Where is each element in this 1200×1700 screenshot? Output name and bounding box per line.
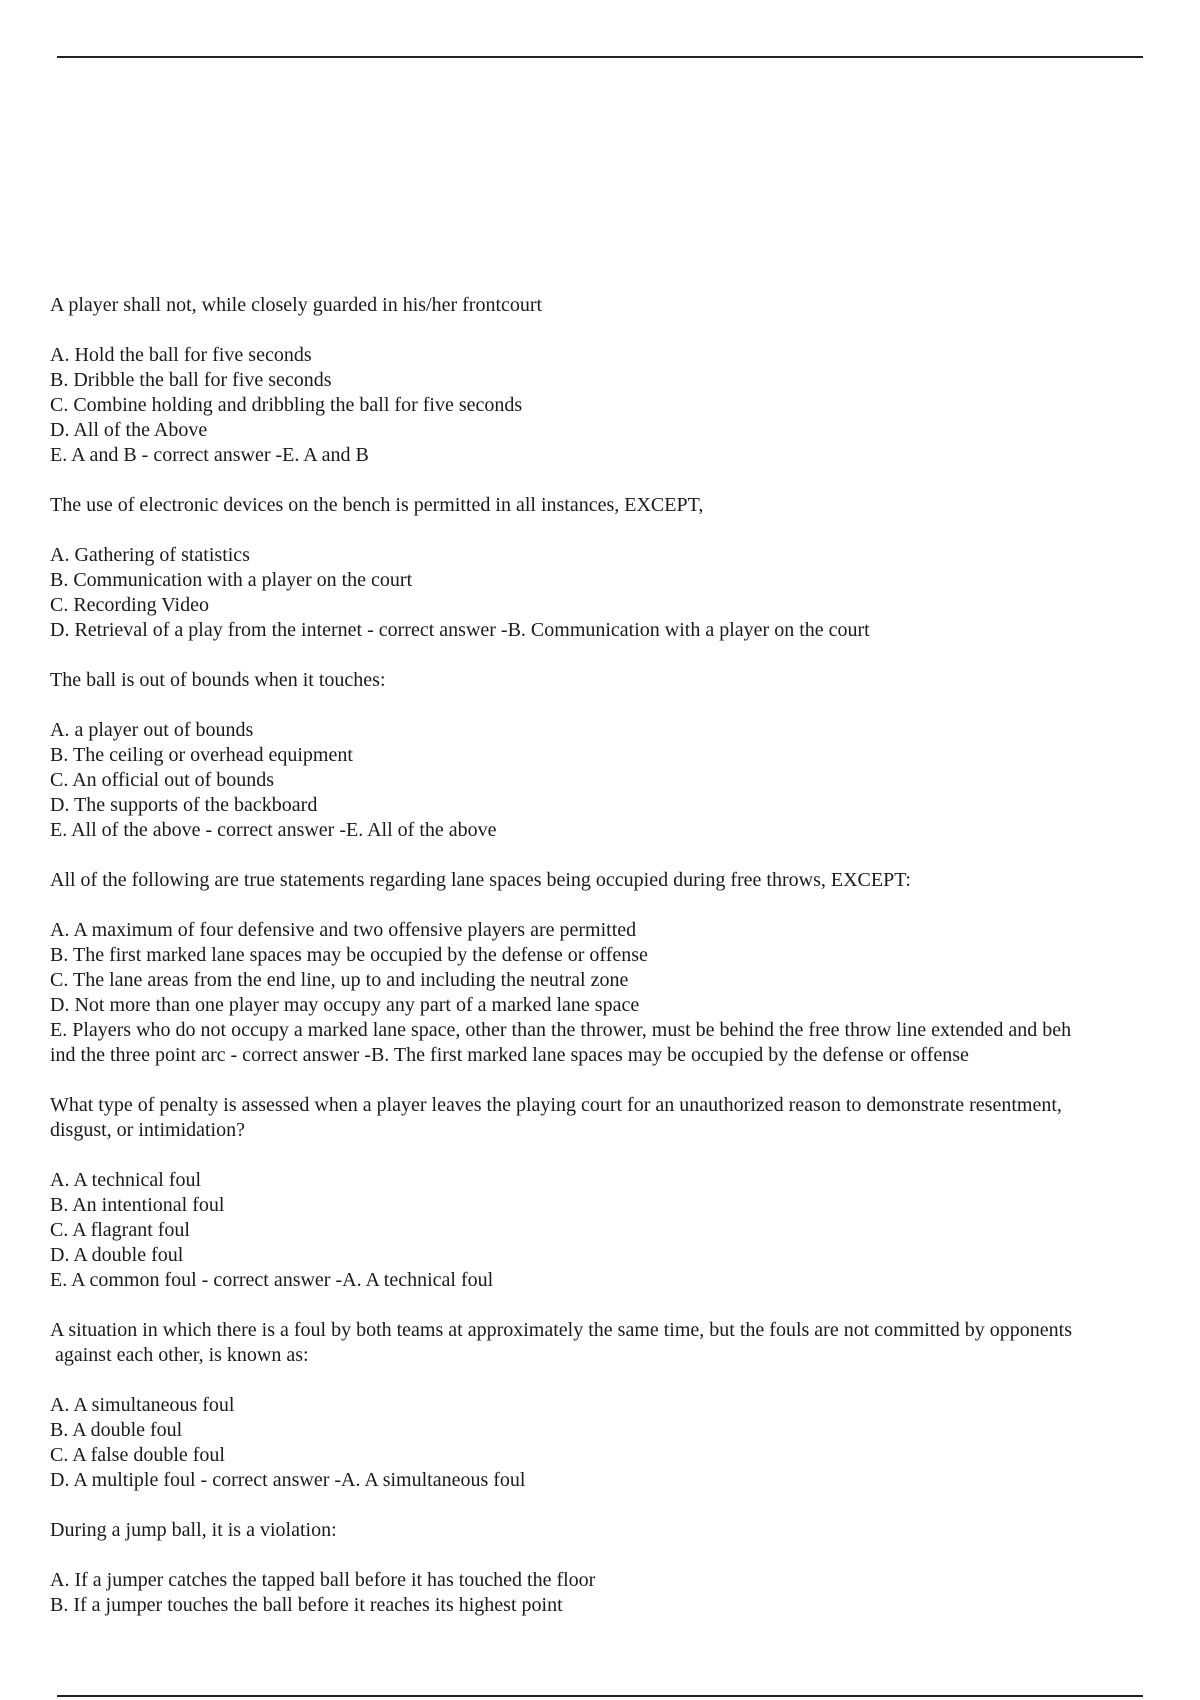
question-text: A situation in which there is a foul by both teams at approximately the same time, but the fouls are not committed by opponents against each other, is known as: xyxy=(50,1319,1073,1366)
answer-option: A. A simultaneous foul xyxy=(50,1394,235,1416)
answer-option: C. Combine holding and dribbling the ball for five seconds xyxy=(50,394,523,416)
answer-option: C. A false double foul xyxy=(50,1444,225,1466)
answer-option: A. A maximum of four defensive and two offensive players are permitted xyxy=(50,919,637,941)
answer-option: B. An intentional foul xyxy=(50,1194,225,1216)
answer-option: A. Hold the ball for five seconds xyxy=(50,344,312,366)
answer-option: D. A double foul xyxy=(50,1244,184,1266)
answer-options xyxy=(50,1168,1175,1293)
answer-option: B. The ceiling or overhead equipment xyxy=(50,744,353,766)
answer-option: B. If a jumper touches the ball before it reaches its highest point xyxy=(50,1594,563,1616)
answer-option: B. Communication with a player on the court xyxy=(50,569,413,591)
answer-option: A. A technical foul xyxy=(50,1169,202,1191)
question-block xyxy=(50,668,1175,843)
question-text: The use of electronic devices on the bench is permitted in all instances, EXCEPT, xyxy=(50,494,704,516)
document-body xyxy=(50,293,1175,1618)
answer-options xyxy=(50,1393,1175,1493)
question-text: What type of penalty is assessed when a player leaves the playing court for an unauthorized reason to demonstrate resentment, disgust, or intimidation? xyxy=(50,1094,1062,1141)
answer-options xyxy=(50,918,1175,1068)
question-block xyxy=(50,293,1175,468)
answer-option: C. An official out of bounds xyxy=(50,769,275,791)
answer-option: D. Retrieval of a play from the internet - correct answer -B. Communication with a player on the court xyxy=(50,619,870,641)
answer-option: B. Dribble the ball for five seconds xyxy=(50,369,332,391)
question-text: During a jump ball, it is a violation: xyxy=(50,1519,337,1541)
answer-option: E. Players who do not occupy a marked lane space, other than the thrower, must be behind the free throw line extended and beh ind the three point arc - correct answer -B. The first marked lane spaces may be occupied by the defense or offense xyxy=(50,1019,1072,1066)
answer-option: B. A double foul xyxy=(50,1419,183,1441)
answer-option: C. A flagrant foul xyxy=(50,1219,190,1241)
question-text: A player shall not, while closely guarded in his/her frontcourt xyxy=(50,294,543,316)
question-block xyxy=(50,868,1175,1068)
answer-option: D. All of the Above xyxy=(50,419,208,441)
answer-options xyxy=(50,1568,1175,1618)
question-block xyxy=(50,1318,1175,1493)
footer-rule xyxy=(57,1695,1143,1697)
question-block xyxy=(50,1093,1175,1293)
answer-option: B. The first marked lane spaces may be occupied by the defense or offense xyxy=(50,944,648,966)
question-block xyxy=(50,1518,1175,1618)
answer-options xyxy=(50,718,1175,843)
answer-option: E. A common foul - correct answer -A. A technical foul xyxy=(50,1269,494,1291)
question-text: The ball is out of bounds when it touches: xyxy=(50,669,386,691)
answer-option: E. A and B - correct answer -E. A and B xyxy=(50,444,369,466)
question-text: All of the following are true statements regarding lane spaces being occupied during free throws, EXCEPT: xyxy=(50,869,911,891)
answer-option: A. Gathering of statistics xyxy=(50,544,250,566)
answer-option: D. A multiple foul - correct answer -A. A simultaneous foul xyxy=(50,1469,526,1491)
answer-option: A. a player out of bounds xyxy=(50,719,254,741)
answer-option: D. Not more than one player may occupy any part of a marked lane space xyxy=(50,994,640,1016)
answer-option: C. The lane areas from the end line, up to and including the neutral zone xyxy=(50,969,629,991)
answer-option: C. Recording Video xyxy=(50,594,209,616)
header-rule xyxy=(57,56,1143,58)
answer-option: D. The supports of the backboard xyxy=(50,794,318,816)
answer-options xyxy=(50,343,1175,468)
answer-options xyxy=(50,543,1175,643)
answer-option: A. If a jumper catches the tapped ball before it has touched the floor xyxy=(50,1569,596,1591)
answer-option: E. All of the above - correct answer -E. All of the above xyxy=(50,819,497,841)
question-block xyxy=(50,493,1175,643)
